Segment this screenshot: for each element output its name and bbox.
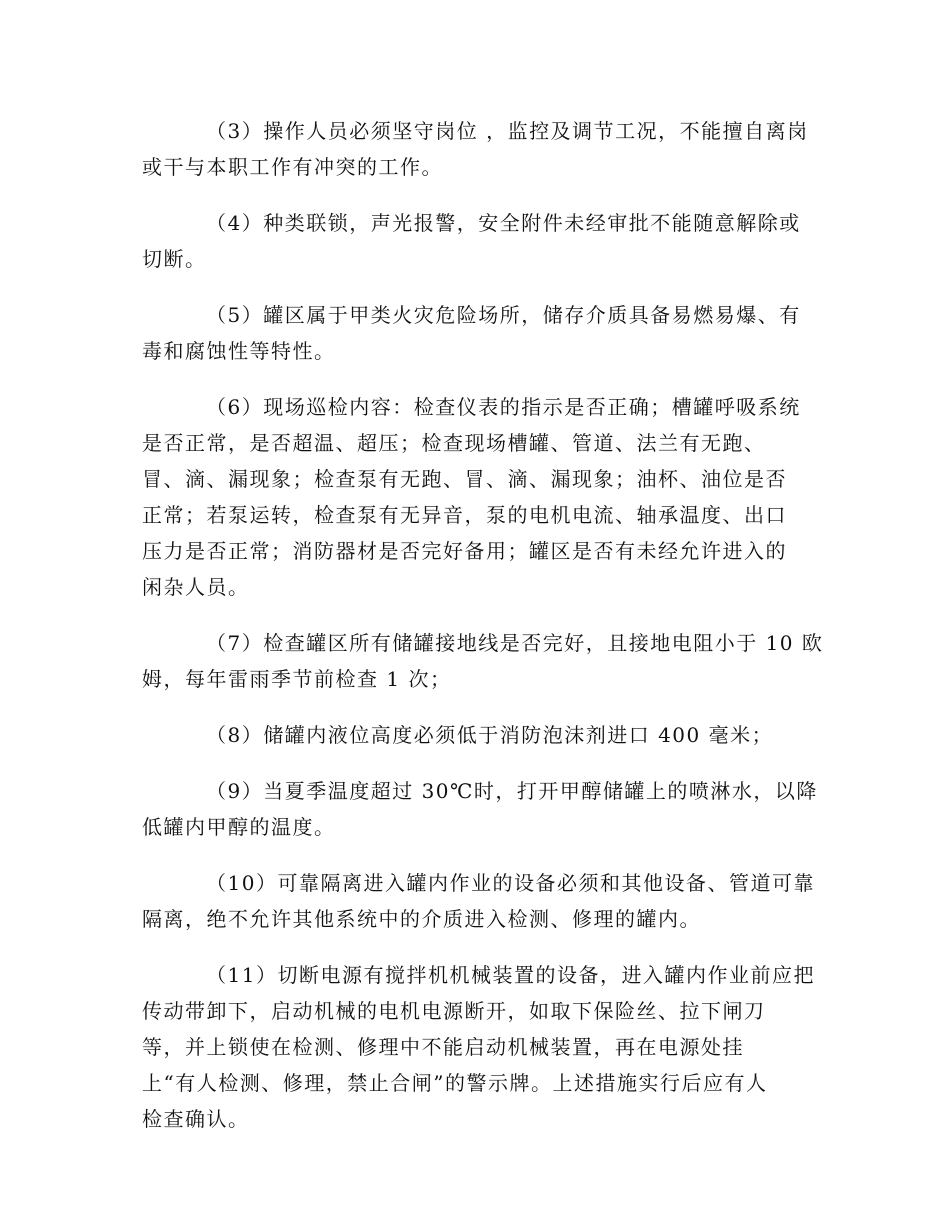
text-line: （10）可靠隔离进入罐内作业的设备必须和其他设备、管道可靠	[206, 871, 815, 895]
paragraph-item-6	[142, 389, 808, 605]
text-line: （4）种类联锁，声光报警，安全附件未经审批不能随意解除或	[206, 211, 801, 235]
paragraph-item-4	[142, 205, 808, 277]
paragraph-item-3	[142, 113, 808, 185]
text-line: （8）储罐内液位高度必须低于消防泡沫剂进口 400 毫米；	[206, 723, 774, 747]
text-line: 检查确认。	[142, 1107, 250, 1131]
text-line: 姆，每年雷雨季节前检查 1 次；	[142, 667, 452, 691]
paragraph-item-11	[142, 957, 815, 1137]
text-line: 低罐内甲醇的温度。	[142, 815, 336, 839]
text-line: 压力是否正常；消防器材是否完好备用；罐区是否有未经允许进入的	[142, 539, 787, 563]
text-line: 上“有人检测、修理，禁止合闸”的警示牌。上述措施实行后应有人	[142, 1071, 768, 1095]
paragraph-item-10	[142, 865, 815, 937]
text-line: 闲杂人员。	[142, 575, 250, 599]
text-line: （5）罐区属于甲类火灾危险场所，储存介质具备易燃易爆、有	[206, 303, 801, 327]
text-line: （6）现场巡检内容：检查仪表的指示是否正确；槽罐呼吸系统	[206, 395, 801, 419]
text-line: 或干与本职工作有冲突的工作。	[142, 155, 443, 179]
paragraph-item-8	[142, 717, 808, 753]
text-line: 正常；若泵运转，检查泵有无异音，泵的电机电流、轴承温度、出口	[142, 503, 787, 527]
text-line: 毒和腐蚀性等特性。	[142, 339, 336, 363]
text-line: （9）当夏季温度超过 30℃时，打开甲醇储罐上的喷淋水，以降	[206, 779, 818, 803]
text-line: 传动带卸下，启动机械的电机电源断开，如取下保险丝、拉下闸刀	[142, 999, 766, 1023]
paragraph-item-9	[142, 773, 818, 845]
text-line: （3）操作人员必须坚守岗位 ，监控及调节工况，不能擅自离岗	[206, 119, 809, 143]
text-line: 冒、滴、漏现象；检查泵有无跑、冒、滴、漏现象；油杯、油位是否	[142, 467, 787, 491]
text-line: 等，并上锁使在检测、修理中不能启动机械装置，再在电源处挂	[142, 1035, 744, 1059]
text-line: 是否正常，是否超温、超压；检查现场槽罐、管道、法兰有无跑、	[142, 431, 766, 455]
text-line: 切断。	[142, 247, 207, 271]
paragraph-item-7	[142, 625, 824, 697]
text-line: 隔离，绝不允许其他系统中的介质进入检测、修理的罐内。	[142, 907, 701, 931]
text-line: （11）切断电源有搅拌机机械装置的设备，进入罐内作业前应把	[206, 963, 815, 987]
text-line: （7）检查罐区所有储罐接地线是否完好，且接地电阻小于 10 欧	[206, 631, 824, 655]
paragraph-item-5	[142, 297, 808, 369]
